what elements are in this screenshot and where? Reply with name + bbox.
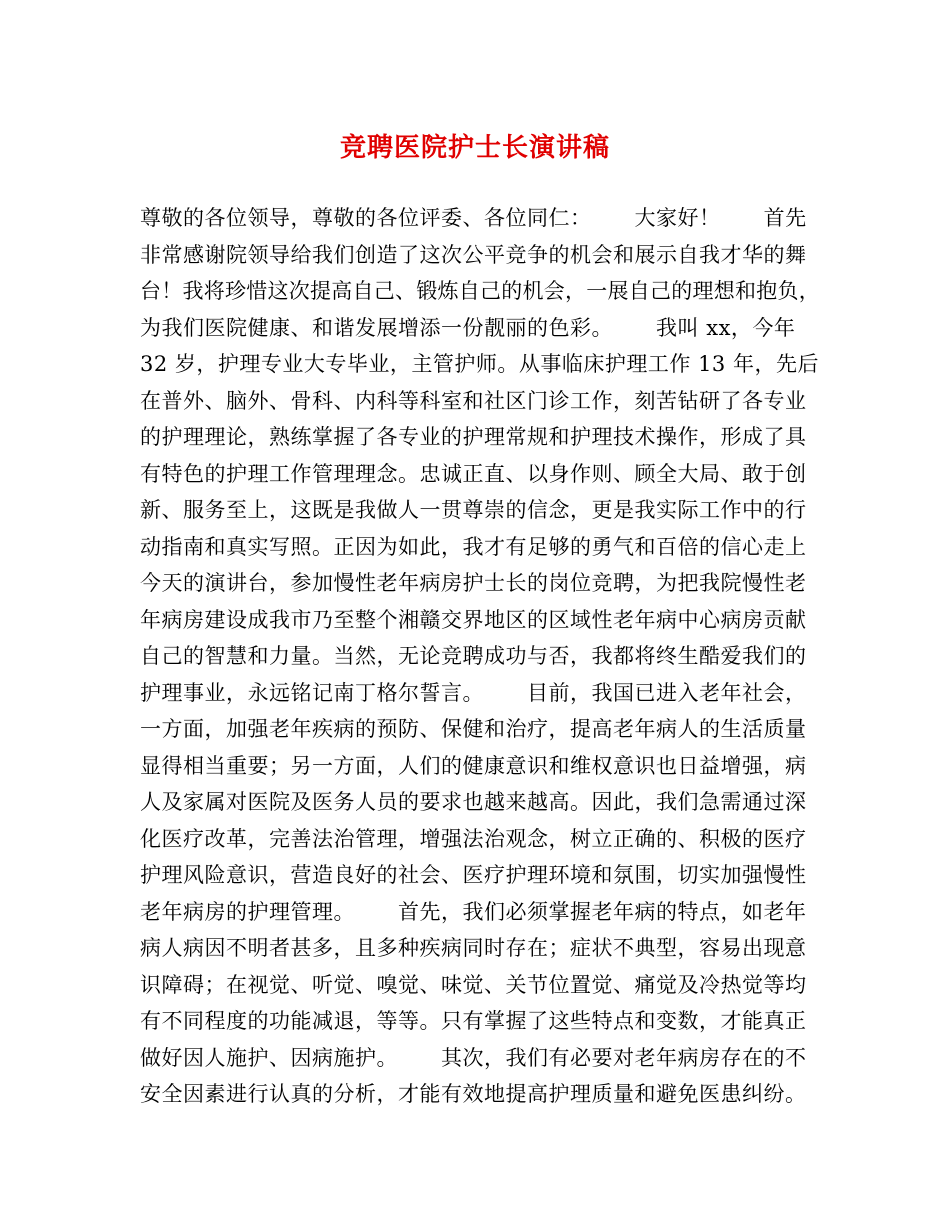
body-line: 老年病房的护理管理。 首先，我们必须掌握老年病的特点，如老年 xyxy=(140,899,807,924)
body-line: 有不同程度的功能减退，等等。只有掌握了这些特点和变数，才能真正 xyxy=(140,1009,807,1033)
body-line: 的护理理论，熟练掌握了各专业的护理常规和护理技术操作，形成了具 xyxy=(140,425,807,449)
body-line: 在普外、脑外、骨科、内科等科室和社区门诊工作，刻苦钻研了各专业 xyxy=(140,388,807,413)
body-line: 自己的智慧和力量。当然，无论竞聘成功与否，我都将终生酷爱我们的 xyxy=(140,644,807,668)
body-line: 台！我将珍惜这次提高自己、锻炼自己的机会，一展自己的理想和抱负， xyxy=(140,279,820,303)
body-line: 识障碍；在视觉、听觉、嗅觉、味觉、关节位置觉、痛觉及冷热觉等均 xyxy=(140,972,807,997)
body-line: 新、服务至上，这既是我做人一贯尊崇的信念，更是我实际工作中的行 xyxy=(140,498,807,522)
body-line: 护理风险意识，营造良好的社会、医疗护理环境和氛围，切实加强慢性 xyxy=(140,863,807,887)
body-line: 有特色的护理工作管理理念。忠诚正直、以身作则、顾全大局、敢于创 xyxy=(140,461,807,486)
body-line: 非常感谢院领导给我们创造了这次公平竞争的机会和展示自我才华的舞 xyxy=(140,242,807,267)
body-line: 护理事业，永远铭记南丁格尔誓言。 目前，我国已进入老年社会， xyxy=(140,680,807,705)
body-line: 病人病因不明者甚多，且多种疾病同时存在；症状不典型，容易出现意 xyxy=(140,936,807,960)
body-line: 化医疗改革，完善法治管理，增强法治观念，树立正确的、积极的医疗 xyxy=(140,826,807,851)
body-line: 今天的演讲台，参加慢性老年病房护士长的岗位竞聘，为把我院慢性老 xyxy=(140,571,807,595)
body-line: 为我们医院健康、和谐发展增添一份靓丽的色彩。 我叫 xx，今年 xyxy=(140,315,796,340)
body-line: 一方面，加强老年疾病的预防、保健和治疗，提高老年病人的生活质量 xyxy=(140,717,807,741)
document-title: 竞聘医院护士长演讲稿 xyxy=(339,133,610,163)
document-body xyxy=(140,200,820,1113)
body-line: 做好因人施护、因病施护。 其次，我们有必要对老年病房存在的不 xyxy=(140,1045,807,1070)
body-line: 动指南和真实写照。正因为如此，我才有足够的勇气和百倍的信心走上 xyxy=(140,534,807,559)
body-line: 人及家属对医院及医务人员的要求也越来越高。因此，我们急需通过深 xyxy=(140,790,807,814)
body-line: 尊敬的各位领导，尊敬的各位评委、各位同仁： 大家好！ 首先 xyxy=(140,206,807,230)
body-line: 年病房建设成我市乃至整个湘赣交界地区的区域性老年病中心病房贡献 xyxy=(140,607,807,632)
body-line: 32 岁，护理专业大专毕业，主管护师。从事临床护理工作 13 年，先后 xyxy=(140,352,819,376)
body-line: 显得相当重要；另一方面，人们的健康意识和维权意识也日益增强，病 xyxy=(140,753,807,778)
body-line: 安全因素进行认真的分析，才能有效地提高护理质量和避免医患纠纷。 xyxy=(140,1082,807,1106)
